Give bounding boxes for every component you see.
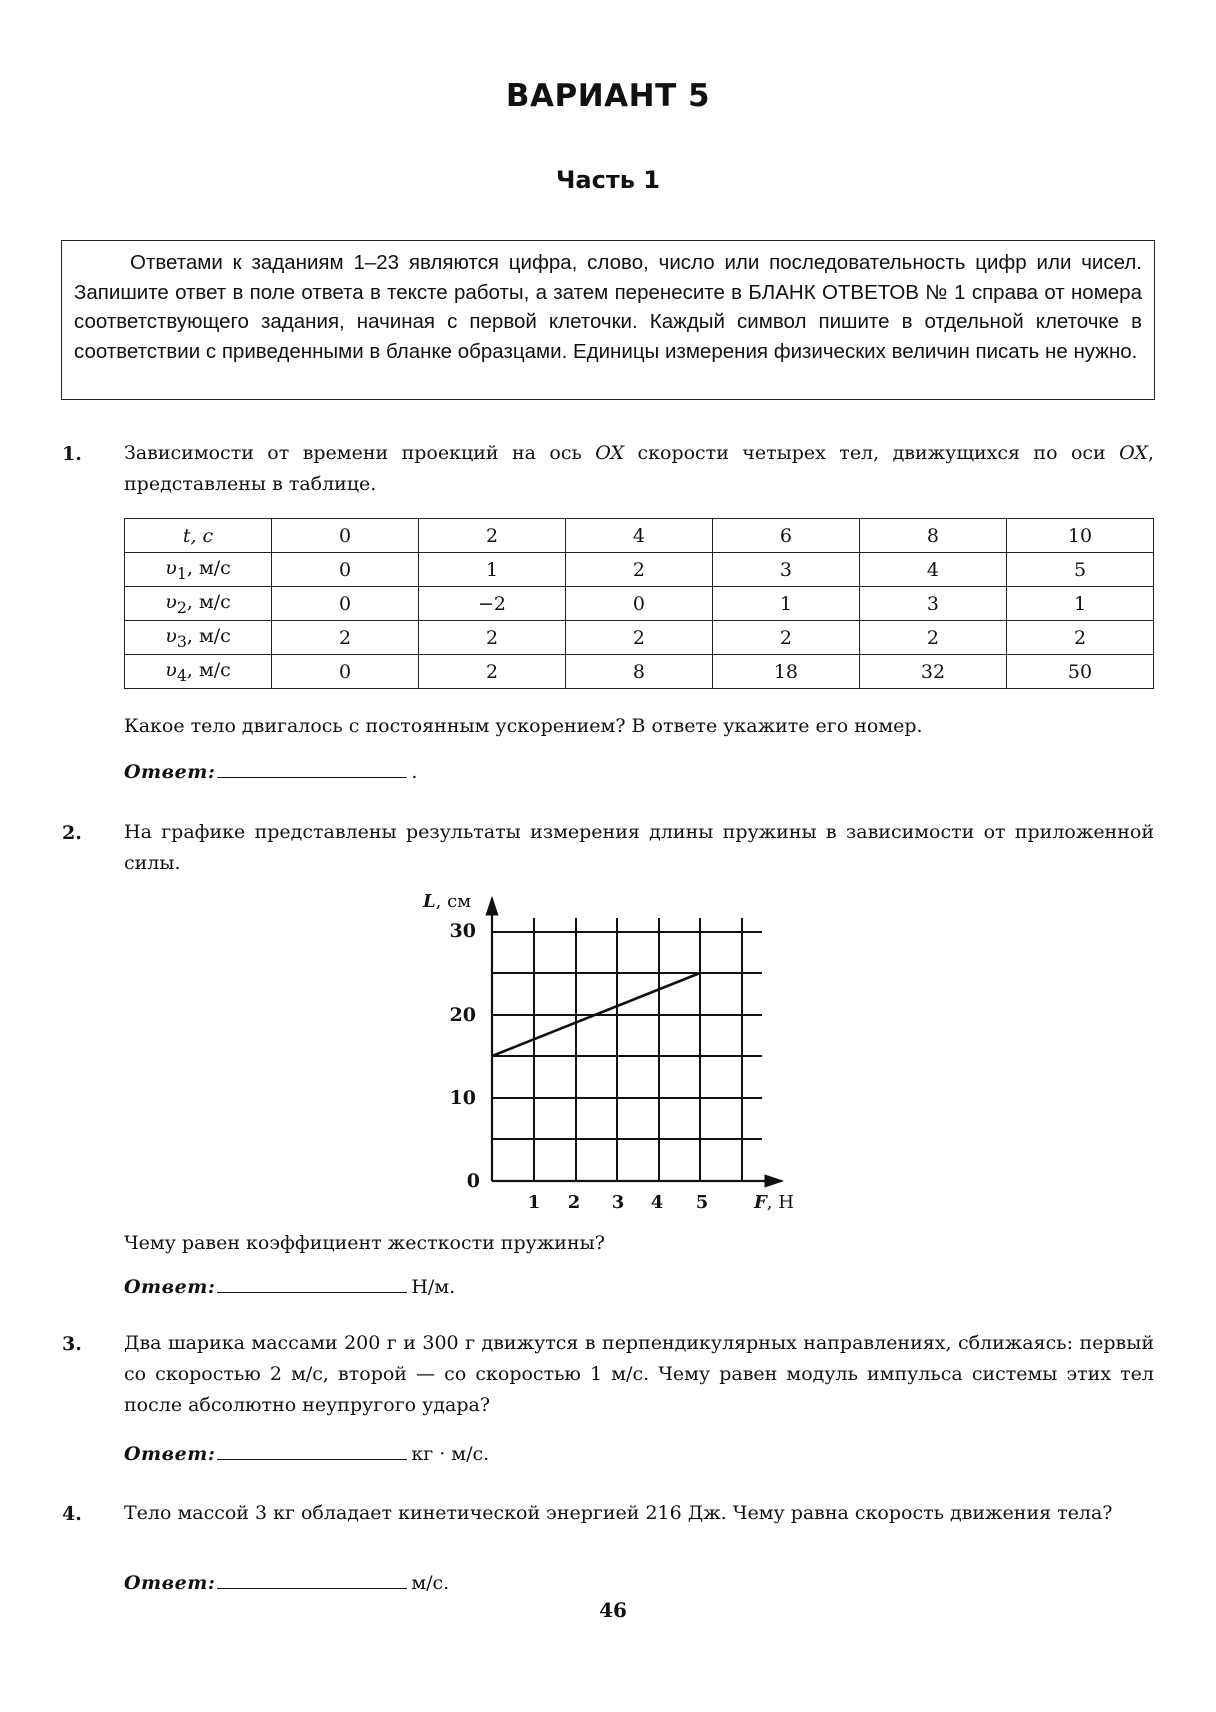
- q1-text-a: Зависимости от времени проекций на ось: [124, 442, 596, 464]
- variant-title: ВАРИАНТ 5: [505, 78, 711, 114]
- question-3-text: Два шарика массами 200 г и 300 г движутся в перпендикулярных направлениях, сближаясь: первый со скоростью 2 м/с, второй — со скоростью 1 м/с. Чему равен модуль импульса системы этих тел после абсолютно неупругого удара?: [124, 1332, 1154, 1416]
- table-row-label: $\upsilon_3$, м/с: [125, 621, 272, 655]
- svg-text:L, см: L, см: [423, 891, 472, 912]
- svg-text:F, Н: F, Н: [754, 1192, 794, 1213]
- answer-label: Ответ:: [124, 1572, 216, 1594]
- svg-text:4: 4: [650, 1192, 664, 1213]
- table-cell: 10: [1006, 519, 1153, 553]
- svg-text:2: 2: [567, 1192, 581, 1213]
- table-cell: 4: [566, 519, 713, 553]
- question-1-text: [124, 438, 1154, 500]
- answer-3-field[interactable]: [217, 1439, 407, 1460]
- question-4-number: 4.: [62, 1503, 82, 1525]
- answer-3: [124, 1439, 489, 1465]
- table-row-label: $\upsilon_1$, м/с: [125, 553, 272, 587]
- question-2-text: На графике представлены результаты измерения длины пружины в зависимости от приложенной силы.: [124, 821, 1154, 874]
- table-row: [125, 621, 1154, 655]
- page-number: 46: [599, 1598, 627, 1622]
- chart-grid: [492, 918, 762, 1181]
- answer-2: [124, 1272, 455, 1298]
- question-2-prompt: Чему равен коэффициент жесткости пружины?: [124, 1232, 605, 1254]
- table-row-label: $\upsilon_4$, м/с: [125, 655, 272, 689]
- table-cell: 2: [418, 621, 565, 655]
- table-row: [125, 655, 1154, 689]
- table-cell: 18: [712, 655, 859, 689]
- table-cell: 0: [272, 519, 419, 553]
- table-cell: 2: [566, 621, 713, 655]
- q1-text-c: , представлены в таблице.: [124, 442, 1154, 495]
- table-header-row: [125, 519, 1154, 553]
- answer-unit: м/с.: [411, 1572, 450, 1594]
- table-cell: 2: [712, 621, 859, 655]
- answer-unit: Н/м.: [411, 1276, 456, 1298]
- svg-text:10: 10: [449, 1087, 476, 1109]
- svg-text:0: 0: [466, 1170, 480, 1192]
- answer-label: Ответ:: [124, 1276, 216, 1298]
- question-4-text: Тело массой 3 кг обладает кинетической энергией 216 Дж. Чему равна скорость движения тела?: [124, 1502, 1113, 1524]
- answer-label: Ответ:: [124, 1443, 216, 1465]
- question-1-prompt: Какое тело двигалось с постоянным ускорением? В ответе укажите его номер.: [124, 715, 923, 737]
- q1-text-b: скорости четырех тел, движущихся по оси: [624, 442, 1120, 464]
- svg-text:1: 1: [527, 1192, 541, 1213]
- svg-text:3: 3: [611, 1192, 625, 1213]
- table-cell: 1: [418, 553, 565, 587]
- answer-1-field[interactable]: [217, 757, 407, 778]
- question-3-number: 3.: [62, 1333, 82, 1355]
- table-cell: −2: [418, 587, 565, 621]
- velocity-table: [124, 518, 1154, 689]
- answer-label: Ответ:: [124, 761, 216, 783]
- table-cell: 0: [272, 553, 419, 587]
- table-cell: 6: [712, 519, 859, 553]
- answer-2-field[interactable]: [217, 1272, 407, 1293]
- table-row: [125, 553, 1154, 587]
- table-cell: 1: [712, 587, 859, 621]
- svg-text:20: 20: [449, 1004, 476, 1026]
- svg-text:30: 30: [449, 920, 476, 942]
- q1-ox-1: OX: [595, 442, 625, 464]
- table-row-label: $\upsilon_2$, м/с: [125, 587, 272, 621]
- answer-unit: кг · м/с.: [411, 1443, 490, 1465]
- question-2-number: 2.: [62, 822, 82, 844]
- svg-text:5: 5: [695, 1192, 709, 1213]
- table-cell: 2: [566, 553, 713, 587]
- data-line: [492, 973, 700, 1056]
- table-cell: 2: [1006, 621, 1153, 655]
- table-cell: 8: [566, 655, 713, 689]
- table-header-label: t, с: [125, 519, 272, 553]
- table-cell: 4: [859, 553, 1006, 587]
- table-row: [125, 587, 1154, 621]
- table-cell: 2: [272, 621, 419, 655]
- table-cell: 0: [272, 655, 419, 689]
- question-1-number: 1.: [62, 443, 82, 465]
- answer-unit: .: [411, 761, 418, 783]
- table-cell: 32: [859, 655, 1006, 689]
- instructions-box: Ответами к заданиям 1–23 являются цифра, слово, число или последовательность цифр или чисел. Запишите ответ в поле ответа в тексте работы, а затем перенесите в БЛАНК ОТВЕТОВ № 1 справа от номера соответствующего задания, начиная с первой клеточки. Каждый символ пишите в отдельной клеточке в соответствии с приведенными в бланке образцами. Единицы измерения физических величин писать не нужно.: [61, 240, 1155, 400]
- table-cell: 3: [859, 587, 1006, 621]
- table-cell: 0: [272, 587, 419, 621]
- part-title: Часть 1: [556, 166, 660, 194]
- table-cell: 2: [418, 655, 565, 689]
- answer-4: [124, 1568, 449, 1594]
- table-cell: 2: [418, 519, 565, 553]
- chart-axes: [492, 898, 782, 1181]
- answer-1: [124, 757, 417, 783]
- table-cell: 8: [859, 519, 1006, 553]
- table-cell: 0: [566, 587, 713, 621]
- table-cell: 5: [1006, 553, 1153, 587]
- table-cell: 3: [712, 553, 859, 587]
- table-cell: 50: [1006, 655, 1153, 689]
- table-cell: 1: [1006, 587, 1153, 621]
- q1-ox-2: OX: [1119, 442, 1148, 464]
- table-cell: 2: [859, 621, 1006, 655]
- answer-4-field[interactable]: [217, 1568, 407, 1589]
